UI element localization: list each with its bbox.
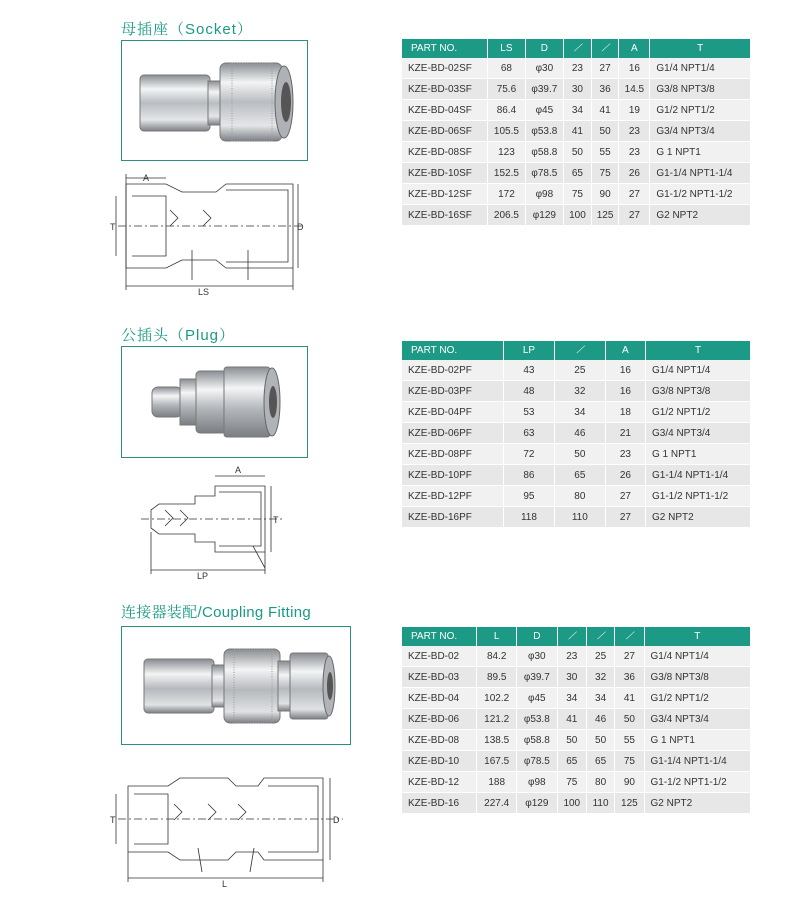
table-row (402, 772, 751, 793)
table-cell: 53 (504, 402, 555, 423)
socket-dim-t: T (110, 222, 116, 232)
part-number-cell: KZE-BD-06SF (402, 121, 488, 142)
plug-dim-lp: LP (197, 571, 209, 581)
table-header-row (402, 39, 751, 58)
table-cell: 23 (619, 142, 650, 163)
table-cell: 30 (564, 79, 592, 100)
part-number-cell: KZE-BD-04 (402, 688, 477, 709)
table-header-row (402, 341, 751, 360)
part-number-cell: KZE-BD-08 (402, 730, 477, 751)
table-cell: 36 (591, 79, 619, 100)
coupling-dim-l: L (222, 879, 228, 888)
table-cell: 34 (557, 688, 586, 709)
coupling-photo (121, 626, 351, 745)
col-hex3: ⟋ (615, 627, 644, 646)
table-cell: φ129 (516, 793, 557, 814)
table-cell: 50 (615, 709, 644, 730)
part-number-cell: KZE-BD-06 (402, 709, 477, 730)
part-number-cell: KZE-BD-12 (402, 772, 477, 793)
col-t: T (644, 627, 751, 646)
table-row (402, 444, 751, 465)
table-cell: 102.2 (477, 688, 517, 709)
table-cell: G 1 NPT1 (650, 142, 751, 163)
part-number-cell: KZE-BD-04PF (402, 402, 504, 423)
table-cell: 188 (477, 772, 517, 793)
table-cell: 16 (619, 58, 650, 79)
table-cell: 21 (605, 423, 645, 444)
table-cell: 206.5 (488, 205, 525, 226)
part-number-cell: KZE-BD-08PF (402, 444, 504, 465)
plug-drawing (135, 462, 295, 582)
col-l: L (477, 627, 517, 646)
table-cell: 50 (591, 121, 619, 142)
table-cell: 55 (615, 730, 644, 751)
table-cell: 65 (554, 465, 605, 486)
table-row (402, 793, 751, 814)
table-cell: 26 (605, 465, 645, 486)
table-cell: G3/4 NPT3/4 (646, 423, 751, 444)
plug-table-body (402, 360, 751, 528)
table-cell: 23 (605, 444, 645, 465)
table-cell: G1/4 NPT1/4 (644, 646, 751, 667)
socket-spec-table (402, 39, 751, 226)
table-cell: 27 (605, 486, 645, 507)
table-cell: φ98 (525, 184, 563, 205)
part-number-cell: KZE-BD-16SF (402, 205, 488, 226)
table-cell: G1/2 NPT1/2 (646, 402, 751, 423)
table-cell: φ39.7 (525, 79, 563, 100)
table-cell: 36 (615, 667, 644, 688)
table-cell: 16 (605, 381, 645, 402)
table-cell: G1-1/2 NPT1-1/2 (650, 184, 751, 205)
table-cell: 110 (586, 793, 614, 814)
table-cell: 95 (504, 486, 555, 507)
table-cell: G3/8 NPT3/8 (644, 667, 751, 688)
col-hex1: ⟋ (564, 39, 592, 58)
table-cell: 34 (554, 402, 605, 423)
socket-table-body (402, 58, 751, 226)
table-cell: 50 (564, 142, 592, 163)
table-row (402, 121, 751, 142)
part-number-cell: KZE-BD-03 (402, 667, 477, 688)
table-row (402, 730, 751, 751)
col-hex1: ⟋ (557, 627, 586, 646)
table-cell: φ58.8 (516, 730, 557, 751)
table-cell: 25 (586, 646, 614, 667)
table-cell: 123 (488, 142, 525, 163)
table-cell: 14.5 (619, 79, 650, 100)
table-cell: φ53.8 (516, 709, 557, 730)
coupling-spec-table (402, 627, 751, 814)
col-hex2: ⟋ (591, 39, 619, 58)
table-cell: φ58.8 (525, 142, 563, 163)
part-number-cell: KZE-BD-08SF (402, 142, 488, 163)
table-cell: φ45 (516, 688, 557, 709)
table-row (402, 465, 751, 486)
col-a: A (605, 341, 645, 360)
table-cell: 68 (488, 58, 525, 79)
table-cell: 27 (619, 184, 650, 205)
socket-dim-d: D (297, 222, 304, 232)
table-cell: φ78.5 (516, 751, 557, 772)
table-cell: 125 (591, 205, 619, 226)
col-part-no: PART NO. (402, 341, 504, 360)
table-cell: 100 (564, 205, 592, 226)
table-cell: G 1 NPT1 (646, 444, 751, 465)
table-cell: 23 (564, 58, 592, 79)
table-cell: φ129 (525, 205, 563, 226)
table-cell: 167.5 (477, 751, 517, 772)
col-hex2: ⟋ (586, 627, 614, 646)
table-cell: 90 (591, 184, 619, 205)
table-cell: 80 (554, 486, 605, 507)
part-number-cell: KZE-BD-02PF (402, 360, 504, 381)
col-t: T (650, 39, 751, 58)
part-number-cell: KZE-BD-06PF (402, 423, 504, 444)
table-cell: φ53.8 (525, 121, 563, 142)
table-cell: 26 (619, 163, 650, 184)
table-cell: G 1 NPT1 (644, 730, 751, 751)
table-cell: φ30 (525, 58, 563, 79)
table-cell: 30 (557, 667, 586, 688)
table-cell: 105.5 (488, 121, 525, 142)
table-row (402, 507, 751, 528)
table-cell: φ30 (516, 646, 557, 667)
part-number-cell: KZE-BD-10PF (402, 465, 504, 486)
table-cell: 32 (554, 381, 605, 402)
table-row (402, 58, 751, 79)
table-cell: 75.6 (488, 79, 525, 100)
col-part-no: PART NO. (402, 39, 488, 58)
table-cell: 121.2 (477, 709, 517, 730)
table-cell: 75 (591, 163, 619, 184)
table-cell: 41 (557, 709, 586, 730)
col-a: A (619, 39, 650, 58)
table-cell: G3/8 NPT3/8 (646, 381, 751, 402)
col-ls: LS (488, 39, 525, 58)
table-row (402, 402, 751, 423)
table-cell: G1/2 NPT1/2 (650, 100, 751, 121)
col-t: T (646, 341, 751, 360)
table-cell: G1/4 NPT1/4 (650, 58, 751, 79)
table-cell: G3/8 NPT3/8 (650, 79, 751, 100)
table-cell: 34 (564, 100, 592, 121)
socket-photo (121, 40, 308, 161)
table-cell: 16 (605, 360, 645, 381)
plug-spec-table (402, 341, 751, 528)
table-header-row (402, 627, 751, 646)
part-number-cell: KZE-BD-12PF (402, 486, 504, 507)
table-row (402, 751, 751, 772)
table-cell: 63 (504, 423, 555, 444)
coupling-dim-t: T (110, 815, 116, 825)
table-cell: 41 (564, 121, 592, 142)
table-row (402, 184, 751, 205)
table-cell: 65 (564, 163, 592, 184)
col-lp: LP (504, 341, 555, 360)
plug-dim-t: T (273, 515, 279, 525)
part-number-cell: KZE-BD-03PF (402, 381, 504, 402)
table-cell: 172 (488, 184, 525, 205)
part-number-cell: KZE-BD-02 (402, 646, 477, 667)
table-cell: 75 (615, 751, 644, 772)
table-cell: G2 NPT2 (644, 793, 751, 814)
table-row (402, 667, 751, 688)
col-d: D (525, 39, 563, 58)
table-cell: 18 (605, 402, 645, 423)
table-row (402, 100, 751, 121)
table-cell: G1-1/2 NPT1-1/2 (644, 772, 751, 793)
part-number-cell: KZE-BD-02SF (402, 58, 488, 79)
table-cell: 46 (586, 709, 614, 730)
part-number-cell: KZE-BD-04SF (402, 100, 488, 121)
table-cell: 75 (557, 772, 586, 793)
part-number-cell: KZE-BD-16PF (402, 507, 504, 528)
table-cell: 50 (554, 444, 605, 465)
table-cell: 65 (557, 751, 586, 772)
table-cell: G1-1/4 NPT1-1/4 (650, 163, 751, 184)
table-row (402, 163, 751, 184)
table-cell: G1-1/2 NPT1-1/2 (646, 486, 751, 507)
table-cell: 27 (591, 58, 619, 79)
table-row (402, 688, 751, 709)
table-cell: 80 (586, 772, 614, 793)
table-cell: φ45 (525, 100, 563, 121)
table-cell: 89.5 (477, 667, 517, 688)
col-hex: ⟋ (554, 341, 605, 360)
table-cell: G2 NPT2 (650, 205, 751, 226)
table-cell: 125 (615, 793, 644, 814)
coupling-title: 连接器装配/Coupling Fitting (121, 604, 311, 621)
table-row (402, 486, 751, 507)
socket-drawing (108, 170, 308, 300)
table-cell: 27 (605, 507, 645, 528)
table-cell: 50 (557, 730, 586, 751)
table-cell: φ78.5 (525, 163, 563, 184)
table-cell: 23 (557, 646, 586, 667)
table-row (402, 142, 751, 163)
table-cell: 27 (615, 646, 644, 667)
table-cell: 34 (586, 688, 614, 709)
socket-title: 母插座（Socket） (121, 21, 253, 38)
socket-dim-ls: LS (198, 287, 210, 297)
coupling-drawing (108, 768, 353, 888)
col-part-no: PART NO. (402, 627, 477, 646)
table-cell: 19 (619, 100, 650, 121)
table-cell: 43 (504, 360, 555, 381)
table-cell: 41 (615, 688, 644, 709)
socket-dim-a: A (143, 173, 150, 183)
table-cell: G2 NPT2 (646, 507, 751, 528)
part-number-cell: KZE-BD-12SF (402, 184, 488, 205)
table-cell: G1-1/4 NPT1-1/4 (646, 465, 751, 486)
table-cell: 84.2 (477, 646, 517, 667)
part-number-cell: KZE-BD-10SF (402, 163, 488, 184)
table-cell: 118 (504, 507, 555, 528)
table-cell: 90 (615, 772, 644, 793)
table-cell: 100 (557, 793, 586, 814)
table-cell: 25 (554, 360, 605, 381)
table-cell: G3/4 NPT3/4 (644, 709, 751, 730)
table-cell: 65 (586, 751, 614, 772)
table-cell: 32 (586, 667, 614, 688)
table-cell: 55 (591, 142, 619, 163)
plug-title: 公插头（Plug） (121, 327, 236, 344)
table-cell: φ39.7 (516, 667, 557, 688)
table-cell: 86 (504, 465, 555, 486)
table-cell: G1/2 NPT1/2 (644, 688, 751, 709)
table-row (402, 79, 751, 100)
part-number-cell: KZE-BD-10 (402, 751, 477, 772)
table-row (402, 646, 751, 667)
table-cell: 48 (504, 381, 555, 402)
table-cell: 23 (619, 121, 650, 142)
part-number-cell: KZE-BD-16 (402, 793, 477, 814)
col-d: D (516, 627, 557, 646)
table-row (402, 709, 751, 730)
table-cell: 72 (504, 444, 555, 465)
table-cell: 227.4 (477, 793, 517, 814)
table-cell: G1-1/4 NPT1-1/4 (644, 751, 751, 772)
table-row (402, 360, 751, 381)
part-number-cell: KZE-BD-03SF (402, 79, 488, 100)
table-row (402, 205, 751, 226)
table-cell: G3/4 NPT3/4 (650, 121, 751, 142)
table-cell: 152.5 (488, 163, 525, 184)
table-row (402, 381, 751, 402)
coupling-table-body (402, 646, 751, 814)
table-cell: φ98 (516, 772, 557, 793)
table-cell: 86.4 (488, 100, 525, 121)
table-cell: 27 (619, 205, 650, 226)
coupling-dim-d: D (333, 815, 340, 825)
table-cell: 138.5 (477, 730, 517, 751)
plug-dim-a: A (235, 465, 242, 475)
table-cell: G1/4 NPT1/4 (646, 360, 751, 381)
table-cell: 41 (591, 100, 619, 121)
table-cell: 50 (586, 730, 614, 751)
table-row (402, 423, 751, 444)
plug-photo (121, 346, 308, 458)
table-cell: 46 (554, 423, 605, 444)
table-cell: 110 (554, 507, 605, 528)
table-cell: 75 (564, 184, 592, 205)
